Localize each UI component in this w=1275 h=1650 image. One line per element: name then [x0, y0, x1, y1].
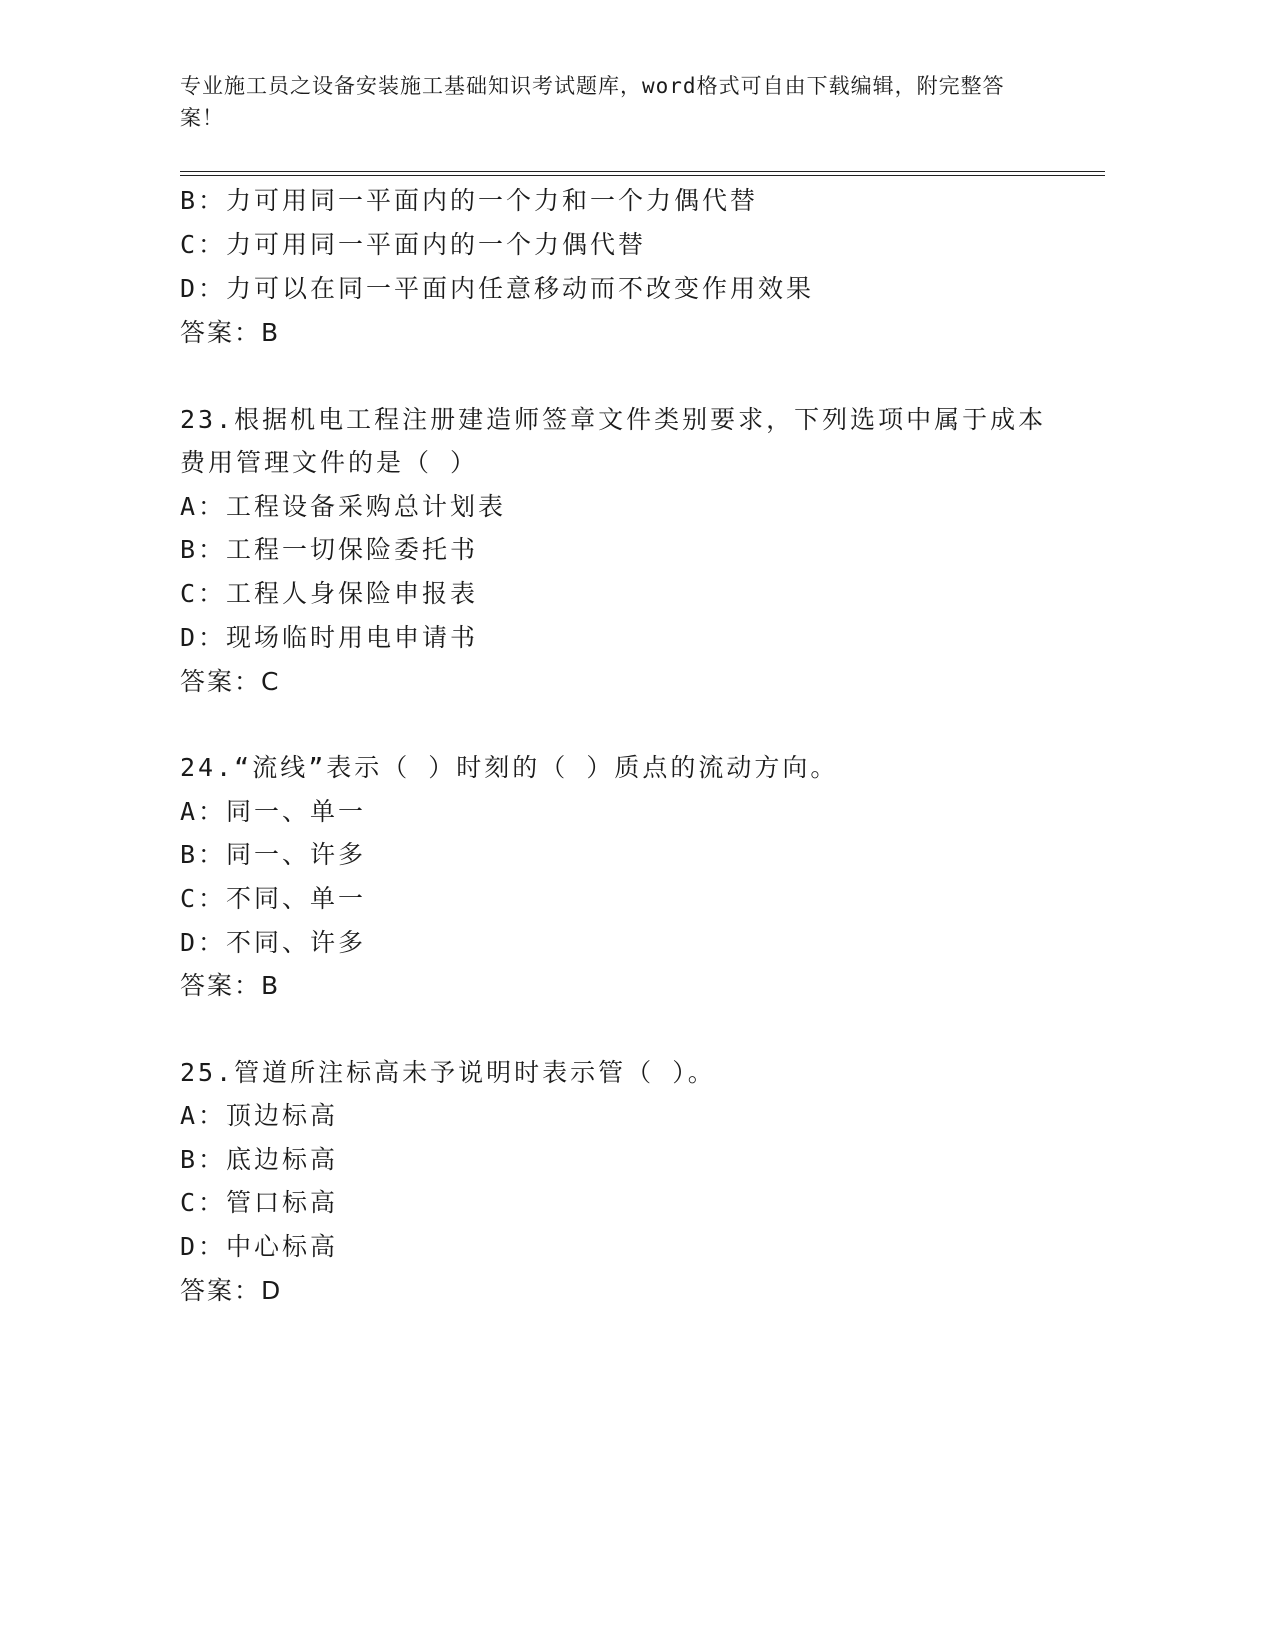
option-c: C：管口标高 [180, 1188, 339, 1217]
header-divider-bottom [180, 175, 1105, 176]
option-c: C：不同、单一 [180, 884, 367, 913]
option-b: B：力可用同一平面内的一个力和一个力偶代替 [180, 186, 759, 215]
option-b: B：工程一切保险委托书 [180, 535, 479, 564]
option-d: D：力可以在同一平面内任意移动而不改变作用效果 [180, 274, 815, 303]
question-stem-24: 24.“流线”表示（ ）时刻的（ ）质点的流动方向。 [180, 753, 839, 782]
option-d: D：现场临时用电申请书 [180, 623, 479, 652]
question-stem-23-cont: 费用管理文件的是（ ） [180, 448, 479, 477]
answer: 答案：C [180, 667, 281, 696]
option-b: B：同一、许多 [180, 840, 367, 869]
question-stem-23: 23.根据机电工程注册建造师签章文件类别要求，下列选项中属于成本 [180, 405, 1047, 434]
option-a: A：工程设备采购总计划表 [180, 492, 507, 521]
header-divider-top [180, 171, 1105, 172]
option-a: A：顶边标高 [180, 1101, 339, 1130]
answer: 答案：B [180, 318, 281, 347]
option-c: C：力可用同一平面内的一个力偶代替 [180, 230, 647, 259]
option-d: D：不同、许多 [180, 928, 367, 957]
answer: 答案：B [180, 971, 281, 1000]
question-stem-25: 25.管道所注标高未予说明时表示管（ ）。 [180, 1058, 716, 1087]
option-d: D：中心标高 [180, 1232, 339, 1261]
answer: 答案：D [180, 1276, 283, 1305]
option-a: A：同一、单一 [180, 797, 367, 826]
option-b: B：底边标高 [180, 1145, 339, 1174]
option-c: C：工程人身保险申报表 [180, 579, 479, 608]
document-header: 专业施工员之设备安装施工基础知识考试题库，word格式可自由下载编辑，附完整答案！ [180, 74, 1005, 130]
